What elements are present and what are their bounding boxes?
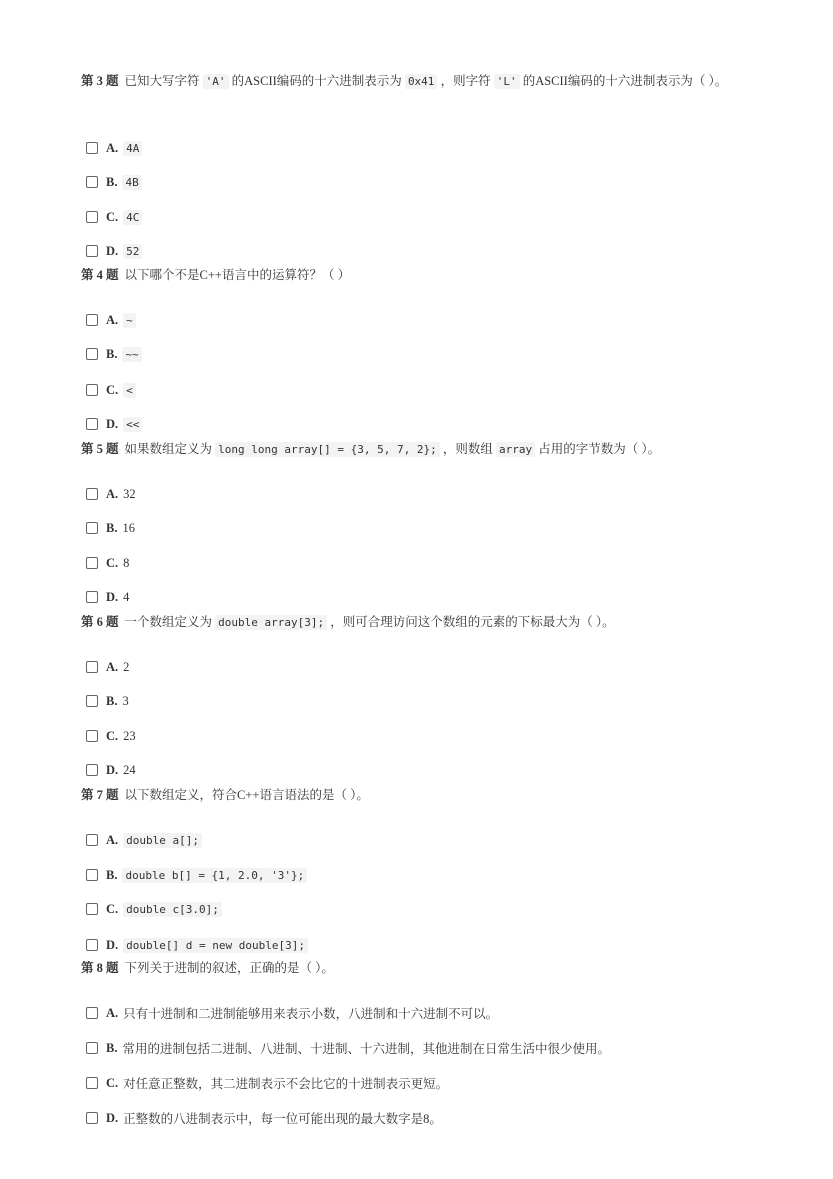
option-checkbox[interactable] bbox=[86, 142, 98, 154]
option-checkbox[interactable] bbox=[86, 522, 98, 534]
question-text: ，则数组 bbox=[439, 442, 496, 456]
option-text: 52 bbox=[123, 244, 142, 259]
option-checkbox[interactable] bbox=[86, 764, 98, 776]
option-text: ~~ bbox=[122, 347, 141, 362]
option-row[interactable] bbox=[86, 241, 142, 261]
option-row[interactable] bbox=[86, 138, 142, 158]
option-text: < bbox=[123, 383, 136, 398]
question-text: 如果数组定义为 bbox=[124, 442, 216, 456]
option-row[interactable] bbox=[86, 414, 142, 434]
option-row[interactable] bbox=[86, 518, 135, 538]
option-row[interactable] bbox=[86, 1038, 610, 1058]
option-label: A. bbox=[106, 486, 119, 501]
question-stem bbox=[81, 264, 761, 287]
option-label: C. bbox=[106, 555, 119, 570]
question-text: ，则可合理访问这个数组的元素的下标最大为（ ）。 bbox=[327, 615, 615, 629]
option-checkbox[interactable] bbox=[86, 591, 98, 603]
inline-code: 0x41 bbox=[405, 74, 438, 89]
inline-code: double array[3]; bbox=[215, 615, 327, 630]
option-label: D. bbox=[106, 937, 119, 952]
option-checkbox[interactable] bbox=[86, 869, 98, 881]
option-text: 3 bbox=[122, 693, 129, 708]
question-text: 以下哪个不是C++语言中的运算符？（ ） bbox=[124, 268, 351, 282]
option-text: 4C bbox=[123, 210, 142, 225]
question-text: 的ASCII编码的十六进制表示为 bbox=[228, 74, 405, 88]
inline-code: array bbox=[496, 442, 535, 457]
question-number: 第 8 题 bbox=[81, 961, 119, 975]
option-checkbox[interactable] bbox=[86, 384, 98, 396]
option-label: C. bbox=[106, 901, 119, 916]
option-checkbox[interactable] bbox=[86, 1077, 98, 1089]
option-row[interactable] bbox=[86, 310, 136, 330]
option-label: C. bbox=[106, 209, 119, 224]
option-checkbox[interactable] bbox=[86, 1042, 98, 1054]
question-text: 占用的字节数为（ ）。 bbox=[535, 442, 661, 456]
inline-code: 'A' bbox=[203, 74, 229, 89]
option-row[interactable] bbox=[86, 1073, 448, 1093]
option-checkbox[interactable] bbox=[86, 1112, 98, 1124]
option-row[interactable] bbox=[86, 380, 136, 400]
option-row[interactable] bbox=[86, 830, 202, 850]
inline-code: 'L' bbox=[494, 74, 520, 89]
inline-code: long long array[] = {3, 5, 7, 2}; bbox=[215, 442, 440, 457]
option-label: B. bbox=[106, 520, 118, 535]
question-stem bbox=[81, 957, 761, 980]
option-checkbox[interactable] bbox=[86, 1007, 98, 1019]
question-text: ，则字符 bbox=[437, 74, 494, 88]
option-text: 4B bbox=[122, 175, 141, 190]
option-row[interactable] bbox=[86, 935, 308, 955]
option-text: double a[]; bbox=[123, 833, 202, 848]
option-text: << bbox=[123, 417, 142, 432]
question-text: 一个数组定义为 bbox=[124, 615, 216, 629]
option-text: 4 bbox=[123, 589, 130, 604]
option-row[interactable] bbox=[86, 657, 129, 677]
option-text: 对任意正整数，其二进制表示不会比它的十进制表示更短。 bbox=[123, 1077, 449, 1091]
option-checkbox[interactable] bbox=[86, 314, 98, 326]
option-checkbox[interactable] bbox=[86, 834, 98, 846]
option-text: 正整数的八进制表示中，每一位可能出现的最大数字是8。 bbox=[123, 1112, 442, 1126]
option-text: 32 bbox=[123, 486, 136, 501]
question-stem bbox=[81, 438, 761, 461]
option-checkbox[interactable] bbox=[86, 557, 98, 569]
option-label: C. bbox=[106, 728, 119, 743]
option-label: D. bbox=[106, 416, 119, 431]
option-text: 16 bbox=[122, 520, 135, 535]
question-number: 第 4 题 bbox=[81, 268, 119, 282]
option-text: 8 bbox=[123, 555, 130, 570]
option-row[interactable] bbox=[86, 1003, 498, 1023]
option-checkbox[interactable] bbox=[86, 211, 98, 223]
option-text: 4A bbox=[123, 141, 142, 156]
option-label: B. bbox=[106, 693, 118, 708]
option-label: C. bbox=[106, 382, 119, 397]
option-label: A. bbox=[106, 1005, 119, 1020]
option-label: D. bbox=[106, 762, 119, 777]
option-checkbox[interactable] bbox=[86, 418, 98, 430]
option-row[interactable] bbox=[86, 587, 129, 607]
option-row[interactable] bbox=[86, 726, 136, 746]
option-text: 常用的进制包括二进制、八进制、十进制、十六进制，其他进制在日常生活中很少使用。 bbox=[122, 1042, 610, 1056]
option-label: D. bbox=[106, 243, 119, 258]
option-checkbox[interactable] bbox=[86, 695, 98, 707]
option-checkbox[interactable] bbox=[86, 730, 98, 742]
option-text: double c[3.0]; bbox=[123, 902, 222, 917]
question-number: 第 3 题 bbox=[81, 74, 119, 88]
question-stem bbox=[81, 784, 761, 807]
question-stem bbox=[81, 70, 761, 93]
option-text: ~ bbox=[123, 313, 136, 328]
option-label: B. bbox=[106, 346, 118, 361]
option-checkbox[interactable] bbox=[86, 661, 98, 673]
option-text: 24 bbox=[123, 762, 136, 777]
option-text: double b[] = {1, 2.0, '3'}; bbox=[122, 868, 307, 883]
option-row[interactable] bbox=[86, 207, 142, 227]
option-label: A. bbox=[106, 140, 119, 155]
option-label: B. bbox=[106, 1040, 118, 1055]
question-stem bbox=[81, 611, 761, 634]
option-row[interactable] bbox=[86, 1108, 442, 1128]
option-checkbox[interactable] bbox=[86, 245, 98, 257]
option-label: A. bbox=[106, 312, 119, 327]
option-label: B. bbox=[106, 867, 118, 882]
option-label: D. bbox=[106, 1110, 119, 1125]
option-row[interactable] bbox=[86, 553, 129, 573]
question-number: 第 7 题 bbox=[81, 788, 119, 802]
option-label: D. bbox=[106, 589, 119, 604]
option-row[interactable] bbox=[86, 344, 142, 364]
option-label: A. bbox=[106, 832, 119, 847]
option-label: A. bbox=[106, 659, 119, 674]
option-text: 23 bbox=[123, 728, 136, 743]
option-checkbox[interactable] bbox=[86, 348, 98, 360]
option-label: C. bbox=[106, 1075, 119, 1090]
option-row[interactable] bbox=[86, 865, 307, 885]
option-text: 只有十进制和二进制能够用来表示小数，八进制和十六进制不可以。 bbox=[123, 1007, 499, 1021]
question-number: 第 5 题 bbox=[81, 442, 119, 456]
question-text: 以下数组定义，符合C++语言语法的是（ ）。 bbox=[124, 788, 369, 802]
question-text: 已知大写字符 bbox=[124, 74, 203, 88]
option-checkbox[interactable] bbox=[86, 939, 98, 951]
option-row[interactable] bbox=[86, 899, 222, 919]
question-number: 第 6 题 bbox=[81, 615, 119, 629]
option-text: double[] d = new double[3]; bbox=[123, 938, 308, 953]
question-text: 的ASCII编码的十六进制表示为（ ）。 bbox=[519, 74, 728, 88]
question-text: 下列关于进制的叙述，正确的是（ ）。 bbox=[124, 961, 334, 975]
option-row[interactable] bbox=[86, 484, 136, 504]
option-checkbox[interactable] bbox=[86, 176, 98, 188]
option-text: 2 bbox=[123, 659, 130, 674]
option-row[interactable] bbox=[86, 691, 129, 711]
option-checkbox[interactable] bbox=[86, 903, 98, 915]
option-row[interactable] bbox=[86, 760, 136, 780]
option-label: B. bbox=[106, 174, 118, 189]
option-checkbox[interactable] bbox=[86, 488, 98, 500]
option-row[interactable] bbox=[86, 172, 142, 192]
